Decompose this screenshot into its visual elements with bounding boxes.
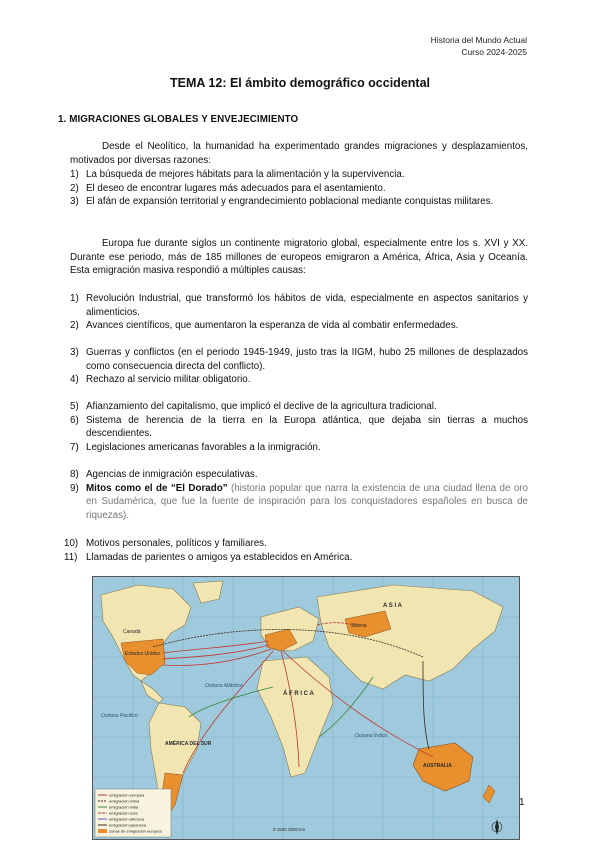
el-dorado-note: (historia popular que narra la existencia de una ciudad llena de oro en Sudamérica, que fue la fuente de inspiración para los conquistadores españoles en busca de riquezas). (86, 482, 528, 521)
list-item: 1) La búsqueda de mejores hábitats para la alimentación y la supervivencia. (70, 169, 405, 180)
causes-list-8-9 (70, 468, 528, 522)
list-item: 3) Guerras y conflictos (en el periodo 1945-1949, justo tras la IIGM, hubo 25 millones de desplazados como consecuencia directa del conflicto). (70, 347, 528, 372)
label-atlantic: Océano Atlántico (205, 683, 243, 689)
header-year: Curso 2024-2025 (461, 47, 527, 57)
list-item: 5) Afianzamiento del capitalismo, que implicó el declive de la agricultura tradicional. (70, 401, 437, 412)
list-item: 11) Llamadas de parientes o amigos ya establecidos en América. (64, 551, 353, 563)
legend-item: emigración rusa (109, 810, 138, 816)
list-item: 7) Legislaciones americanas favorables a la inmigración. (70, 441, 321, 453)
europe-text: Europa fue durante siglos un continente migratorio global, especialmente entre los s. XVI y XX. Durante ese periodo, más de 185 millones de europeos emigraron a América, África, Asia y Oceanía. Esta emigración masiva respondió a múltiples causas: (70, 238, 528, 276)
section-heading: 1. MIGRACIONES GLOBALES Y ENVEJECIMIENTO (58, 114, 299, 125)
label-south-america: AMÉRICA DEL SUR (165, 741, 212, 747)
legend-item: emigración japonesa (109, 822, 146, 828)
causes-list-d (64, 537, 528, 564)
label-canada: Canadá (123, 629, 141, 635)
list-item: 1) Revolución Industrial, que transformó los hábitos de vida, especialmente en aspectos sanitarios y alimenticios. (70, 293, 528, 318)
label-scale: 0 1500 3000 km (273, 827, 306, 832)
label-asia: A S I A (383, 603, 402, 609)
legend-item: emigración china (109, 798, 140, 804)
list-item: 2) Avances científicos, que aumentaron la esperanza de vida al combatir enfermedades. (70, 320, 459, 331)
list-item: 3) El afán de expansión territorial y engrandecimiento poblacional mediante conquistas militares. (70, 196, 494, 207)
label-siberia: Siberia (351, 623, 367, 629)
list-item: 10) Motivos personales, políticos y familiares. (64, 538, 267, 549)
el-dorado-bold: Mitos como el de “El Dorado” (86, 482, 228, 494)
map-svg (93, 577, 519, 839)
page-title: TEMA 12: El ámbito demográfico occidental (170, 76, 430, 90)
intro-text: Desde el Neolítico, la humanidad ha experimentado grandes migraciones y desplazamientos, motivados por diversas razones: (70, 141, 528, 166)
list-item: 6) Sistema de herencia de la tierra en la Europa atlántica, que dejaba sin tierras a muchos descendientes. (70, 414, 528, 439)
migration-world-map (92, 576, 520, 840)
legend-item: emigración india (109, 804, 139, 810)
label-africa: Á F R I C A (283, 691, 314, 697)
page-number: 1 (519, 797, 525, 808)
label-pacific: Océano Pacífico (101, 713, 138, 719)
causes-list-c (70, 400, 528, 454)
europe-paragraph (70, 237, 528, 278)
causes-list-a (70, 292, 528, 333)
label-australia: AUSTRALIA (423, 763, 452, 769)
list-item: 2) El deseo de encontrar lugares más adecuados para el asentamiento. (70, 182, 386, 194)
label-eeuu: Estados Unidos (125, 651, 161, 657)
reasons-list (70, 168, 528, 209)
label-indian: Océano Índico (355, 733, 388, 739)
list-item: 8) Agencias de inmigración especulativas. (70, 469, 258, 480)
map-legend (95, 789, 171, 837)
legend-item: emigración africana (109, 816, 144, 822)
causes-list-b (70, 346, 528, 387)
legend-item: emigración europea (109, 792, 145, 798)
list-item: 4) Rechazo al servicio militar obligatorio. (70, 374, 251, 385)
page-header (431, 34, 527, 58)
legend-item: zonas de emigración europea (109, 828, 162, 834)
header-course: Historia del Mundo Actual (430, 35, 527, 45)
list-item: 9) Mitos como el de “El Dorado” (historia popular que narra la existencia de una ciudad llena de oro en Sudamérica, que fue la fuente de inspiración para los conquistadores españoles en busca de riquezas). (70, 482, 528, 521)
intro-paragraph (70, 140, 528, 167)
